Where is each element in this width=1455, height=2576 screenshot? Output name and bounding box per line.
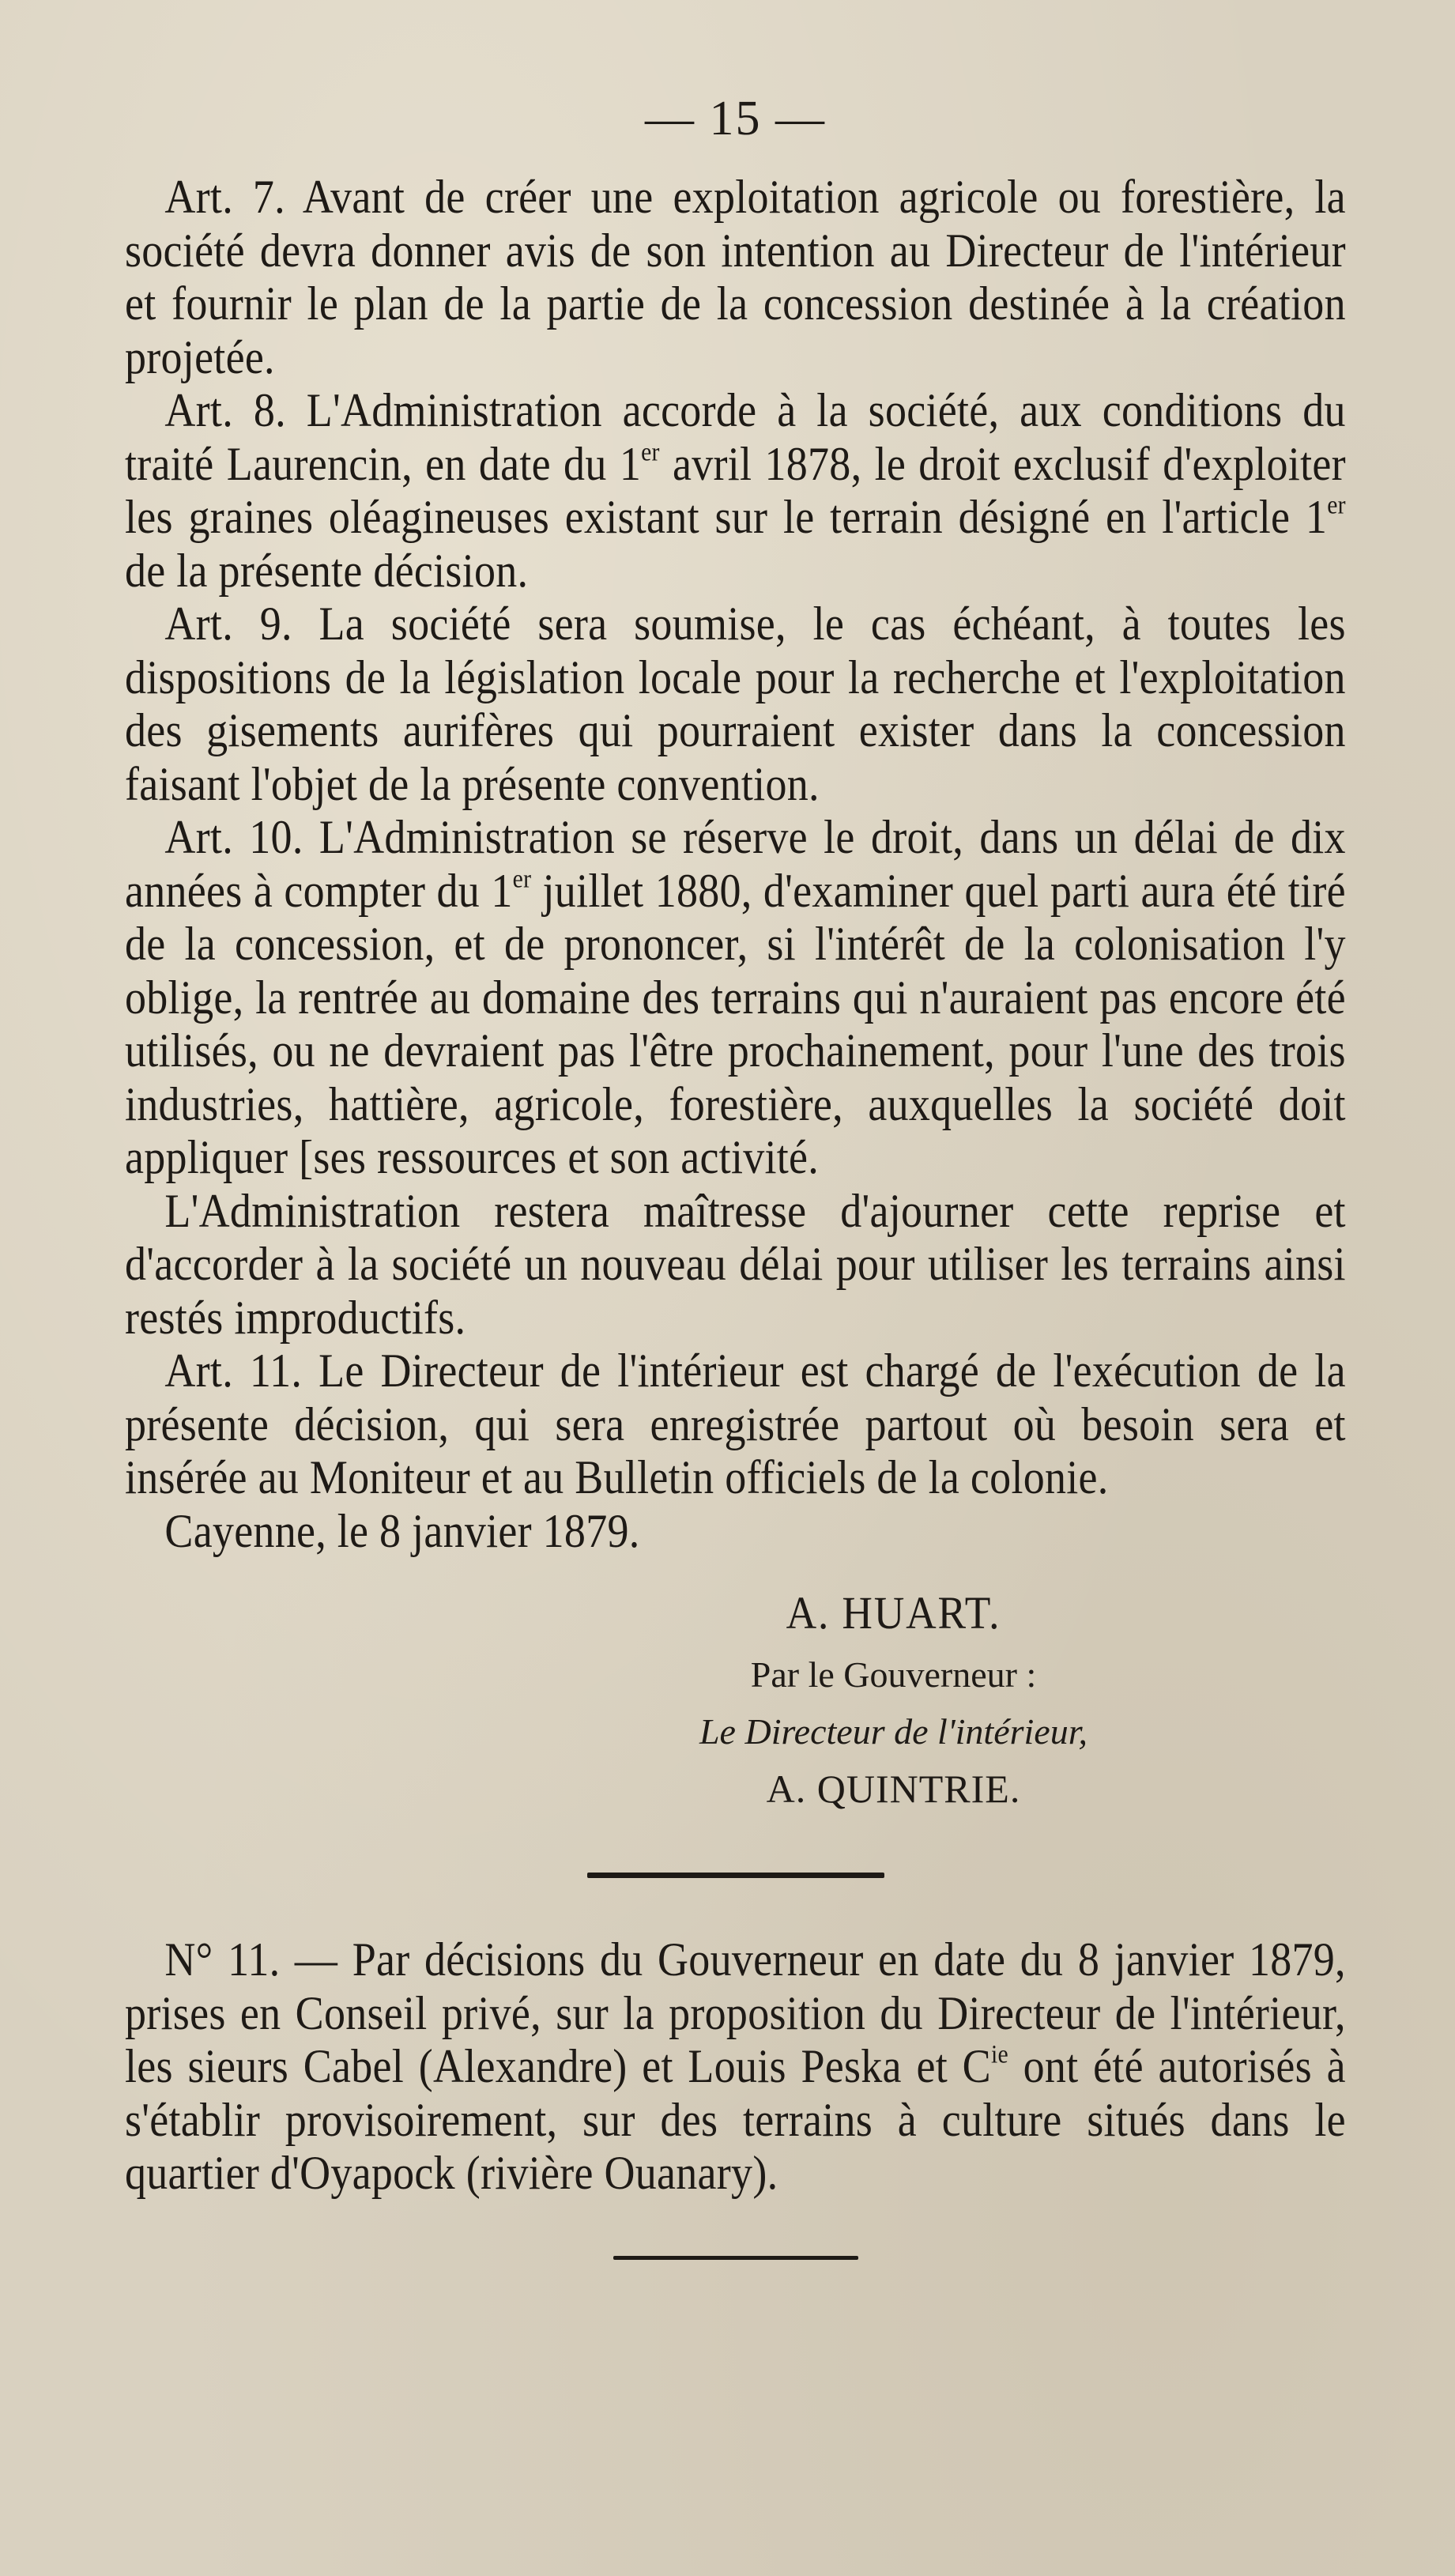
article-10-sup: er	[512, 864, 532, 893]
article-9: Art. 9. La société sera soumise, le cas échéant, à toutes les dispositions de la législation locale pour la recherche et l'exploitation des gisements aurifères qui pourraient exister dans la concession faisant l'objet de la présente convention.	[125, 598, 1346, 810]
document-page	[125, 87, 1346, 2315]
governor-label: Par le Gouverneur :	[750, 1654, 1037, 1695]
article-8	[125, 384, 1346, 598]
article-10-text-a: Art. 10. L'Administration se réserve le droit, dans un délai de dix années à compter du 1	[125, 811, 1346, 917]
notice-no-11	[125, 1933, 1346, 2201]
signature-name: A. HUART.	[786, 1587, 1001, 1639]
article-10	[125, 811, 1346, 1185]
article-8-text-c: de la présente décision.	[125, 544, 529, 597]
notice-text-a: N° 11. — Par décisions du Gouverneur en date du 8 janvier 1879, prises en Conseil privé, sur la proposition du Directeur de l'intérieur, les sieurs Cabel (Alexandre) et Louis Peska et C	[125, 1933, 1346, 2092]
article-8-sup-2: er	[1327, 491, 1346, 520]
article-11: Art. 11. Le Directeur de l'intérieur est chargé de l'exécution de la présente décision, qui sera enregistrée partout où besoin sera et insérée au Moniteur et au Bulletin officiels de la colonie.	[125, 1345, 1346, 1503]
signature-block	[125, 1580, 1346, 1817]
date-line: Cayenne, le 8 janvier 1879.	[164, 1504, 640, 1557]
end-divider	[613, 2256, 858, 2260]
director-name: A. QUINTRIE.	[766, 1767, 1021, 1811]
article-8-text-b: avril 1878, le droit exclusif d'exploiter les graines oléagineuses existant sur le terrain désigné en l'article 1	[125, 437, 1346, 543]
section-divider	[587, 1873, 884, 1878]
notice-sup: ie	[990, 2040, 1008, 2069]
article-8-text-a: Art. 8. L'Administration accorde à la société, aux conditions du traité Laurencin, en date du 1	[125, 384, 1346, 490]
notice-text-b: ont été autorisés à s'établir provisoirement, sur des terrains à culture situés dans le quartier d'Oyapock (rivière Ouanary).	[125, 2040, 1346, 2199]
article-8-sup-1: er	[641, 437, 660, 466]
director-title: Le Directeur de l'intérieur,	[699, 1711, 1088, 1752]
administration-paragraph: L'Administration restera maîtresse d'ajourner cette reprise et d'accorder à la société un nouveau délai pour utiliser les terrains ainsi restés improductifs.	[125, 1184, 1346, 1344]
page-number: — 15 —	[645, 92, 826, 145]
article-7: Art. 7. Avant de créer une exploitation agricole ou forestière, la société devra donner avis de son intention au Directeur de l'intérieur et fournir le plan de la partie de la concession destinée à la création projetée.	[125, 171, 1346, 383]
article-10-text-b: juillet 1880, d'examiner quel parti aura été tiré de la concession, et de prononcer, si l'intérêt de la colonisation l'y oblige, la rentrée au domaine des terrains qui n'auraient pas encore été utilisés, ou ne devraient pas l'être prochainement, pour l'une des trois industries, hattière, agricole, forestière, auxquelles la société doit appliquer [ses ressources et son activité.	[125, 864, 1346, 1183]
